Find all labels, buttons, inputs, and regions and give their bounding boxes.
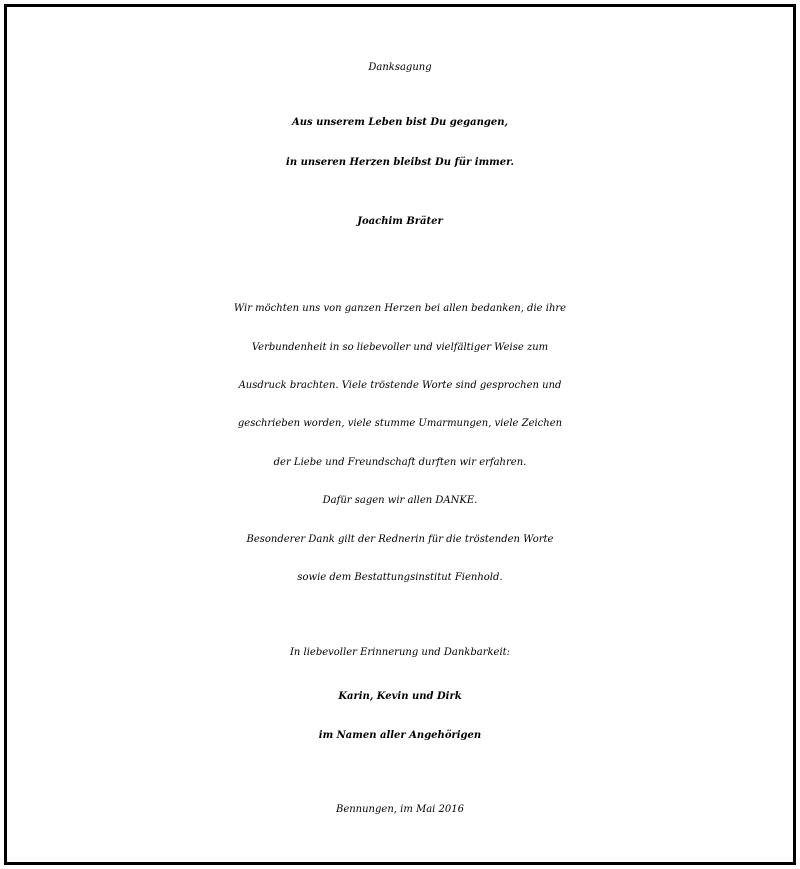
signatory-relation: im Namen aller Angehörigen <box>318 730 482 741</box>
verse-line-1: Aus unserem Leben bist Du gegangen, <box>291 117 508 128</box>
closing-line: In liebevoller Erinnerung und Dankbarkeit: <box>289 647 511 658</box>
verse-line-2: in unseren Herzen bleibst Du für immer. <box>286 157 514 168</box>
body-line-2: Verbundenheit in so liebevoller und vielfältiger Weise zum <box>251 342 549 353</box>
notice-heading: Danksagung <box>368 62 432 73</box>
deceased-name: Joachim Bräter <box>357 216 443 227</box>
body-line-7: Besonderer Dank gilt der Rednerin für die tröstenden Worte <box>246 534 554 545</box>
place-date: Bennungen, im Mai 2016 <box>335 804 465 815</box>
body-line-1: Wir möchten uns von ganzen Herzen bei allen bedanken, die ihre <box>233 303 567 314</box>
body-line-5: der Liebe und Freundschaft durften wir erfahren. <box>273 457 527 468</box>
thank-you-notice <box>7 7 793 862</box>
body-line-6: Dafür sagen wir allen DANKE. <box>322 495 478 506</box>
body-line-4: geschrieben worden, viele stumme Umarmungen, viele Zeichen <box>237 418 563 429</box>
notice-frame <box>4 4 796 865</box>
body-line-3: Ausdruck brachten. Viele tröstende Worte sind gesprochen und <box>238 380 562 391</box>
signatory-names: Karin, Kevin und Dirk <box>338 691 462 702</box>
body-line-8: sowie dem Bestattungsinstitut Fienhold. <box>297 572 503 583</box>
